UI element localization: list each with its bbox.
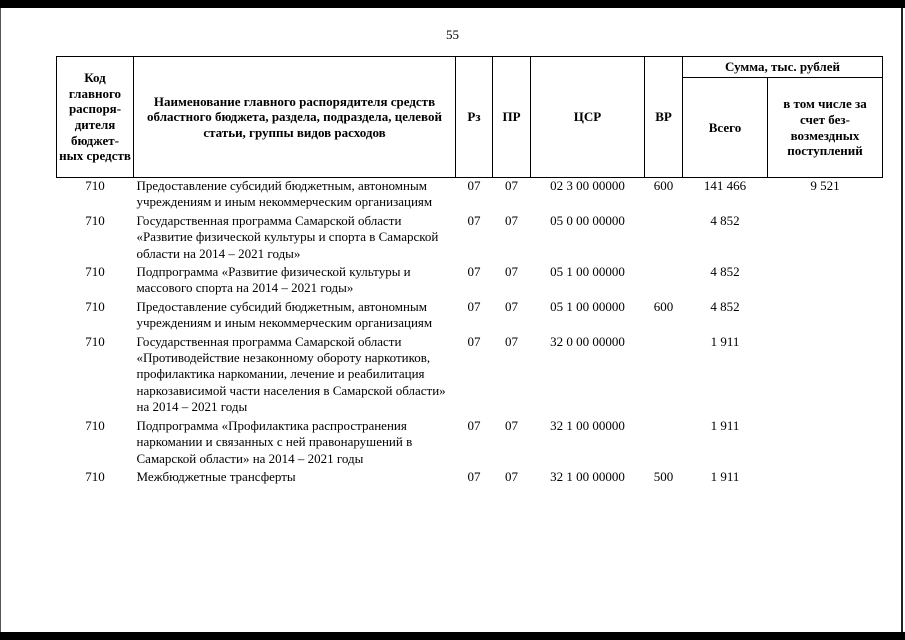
cell-rz: 07 bbox=[467, 468, 481, 484]
cell-csr: 05 1 00 00000 bbox=[550, 298, 625, 314]
cell-name: Подпрограмма «Развитие физической культуры и массового спорта на 2014 – 2021 годы» bbox=[136, 264, 411, 296]
cell-free bbox=[768, 418, 883, 469]
cell-code: 710 bbox=[85, 264, 105, 280]
header-free: в том числе за счет без-возмездных поступлений bbox=[768, 78, 883, 178]
cell-code: 710 bbox=[85, 298, 105, 314]
header-sum: Сумма, тыс. рублей bbox=[683, 57, 883, 78]
page-number: 55 bbox=[446, 27, 459, 42]
budget-table bbox=[56, 56, 883, 486]
header-csr: ЦСР bbox=[531, 57, 645, 178]
cell-total: 1 911 bbox=[710, 468, 740, 484]
cell-total: 1 911 bbox=[710, 333, 740, 349]
cell-vr: 600 bbox=[653, 298, 674, 314]
cell-csr: 02 3 00 00000 bbox=[550, 178, 625, 193]
cell-free: 9 521 bbox=[810, 178, 840, 193]
cell-name: Государственная программа Самарской области «Противодействие незаконному обороту наркотиков, профилактика наркомании, лечение и реабилитация наркозависимой части населения в Самарской области» на 2014 – 2021 годы bbox=[136, 333, 446, 415]
cell-vr bbox=[645, 418, 683, 469]
cell-pr: 07 bbox=[505, 298, 518, 314]
table-row bbox=[57, 213, 883, 264]
bottom-border bbox=[0, 632, 905, 640]
cell-total: 141 466 bbox=[703, 178, 747, 193]
cell-vr bbox=[645, 334, 683, 418]
cell-pr: 07 bbox=[505, 333, 518, 349]
header-total: Всего bbox=[683, 78, 768, 178]
table-header bbox=[57, 57, 883, 178]
cell-total: 4 852 bbox=[710, 212, 740, 228]
header-name: Наименование главного распорядителя средств областного бюджета, раздела, подраздела, целевой статьи, группы видов расходов bbox=[134, 57, 456, 178]
cell-code: 710 bbox=[85, 468, 105, 484]
cell-pr: 07 bbox=[505, 264, 518, 280]
header-pr: ПР bbox=[493, 57, 531, 178]
cell-pr: 07 bbox=[505, 212, 518, 228]
cell-pr: 07 bbox=[505, 468, 518, 484]
header-rz: Рз bbox=[456, 57, 493, 178]
table-row bbox=[57, 299, 883, 334]
cell-vr bbox=[645, 264, 683, 299]
cell-rz: 07 bbox=[467, 417, 481, 433]
cell-vr: 500 bbox=[653, 468, 674, 484]
cell-pr: 07 bbox=[505, 417, 518, 433]
cell-code: 710 bbox=[85, 212, 105, 228]
cell-csr: 32 0 00 00000 bbox=[550, 333, 625, 349]
table-row bbox=[57, 178, 883, 213]
cell-code: 710 bbox=[85, 417, 105, 433]
cell-rz: 07 bbox=[467, 178, 481, 193]
cell-csr: 32 1 00 00000 bbox=[550, 417, 625, 433]
cell-total: 4 852 bbox=[710, 298, 740, 314]
table-row bbox=[57, 469, 883, 486]
cell-rz: 07 bbox=[467, 298, 481, 314]
cell-pr: 07 bbox=[505, 178, 518, 193]
cell-rz: 07 bbox=[467, 212, 481, 228]
cell-code: 710 bbox=[85, 178, 105, 193]
cell-rz: 07 bbox=[467, 333, 481, 349]
table-row bbox=[57, 334, 883, 418]
cell-code: 710 bbox=[85, 333, 105, 349]
cell-name: Государственная программа Самарской области «Развитие физической культуры и спорта в Самарской области на 2014 – 2021 годы» bbox=[136, 212, 439, 261]
cell-csr: 05 0 00 00000 bbox=[550, 212, 625, 228]
cell-total: 1 911 bbox=[710, 417, 740, 433]
cell-name: Предоставление субсидий бюджетным, автономным учреждениям и иным некоммерческим организациям bbox=[136, 298, 433, 331]
right-edge-line bbox=[901, 8, 903, 632]
left-edge-line bbox=[0, 8, 1, 632]
cell-name: Подпрограмма «Профилактика распространения наркомании и связанных с ней правонарушений в Самарской области» на 2014 – 2021 годы bbox=[136, 417, 413, 466]
cell-csr: 05 1 00 00000 bbox=[550, 264, 625, 280]
top-border bbox=[0, 0, 905, 8]
cell-free bbox=[768, 299, 883, 334]
cell-free bbox=[768, 469, 883, 486]
cell-csr: 32 1 00 00000 bbox=[550, 468, 625, 484]
table-row bbox=[57, 418, 883, 469]
header-vr: ВР bbox=[645, 57, 683, 178]
cell-free bbox=[768, 213, 883, 264]
table-row bbox=[57, 264, 883, 299]
cell-rz: 07 bbox=[467, 264, 481, 280]
cell-vr bbox=[645, 213, 683, 264]
cell-name: Предоставление субсидий бюджетным, автономным учреждениям и иным некоммерческим организациям bbox=[136, 178, 433, 210]
header-code: Код главного распоря-дителя бюджет-ных средств bbox=[57, 57, 134, 178]
cell-free bbox=[768, 334, 883, 418]
cell-free bbox=[768, 264, 883, 299]
table-body bbox=[57, 178, 883, 487]
cell-vr: 600 bbox=[653, 178, 674, 193]
cell-total: 4 852 bbox=[710, 264, 740, 280]
cell-name: Межбюджетные трансферты bbox=[136, 468, 296, 484]
